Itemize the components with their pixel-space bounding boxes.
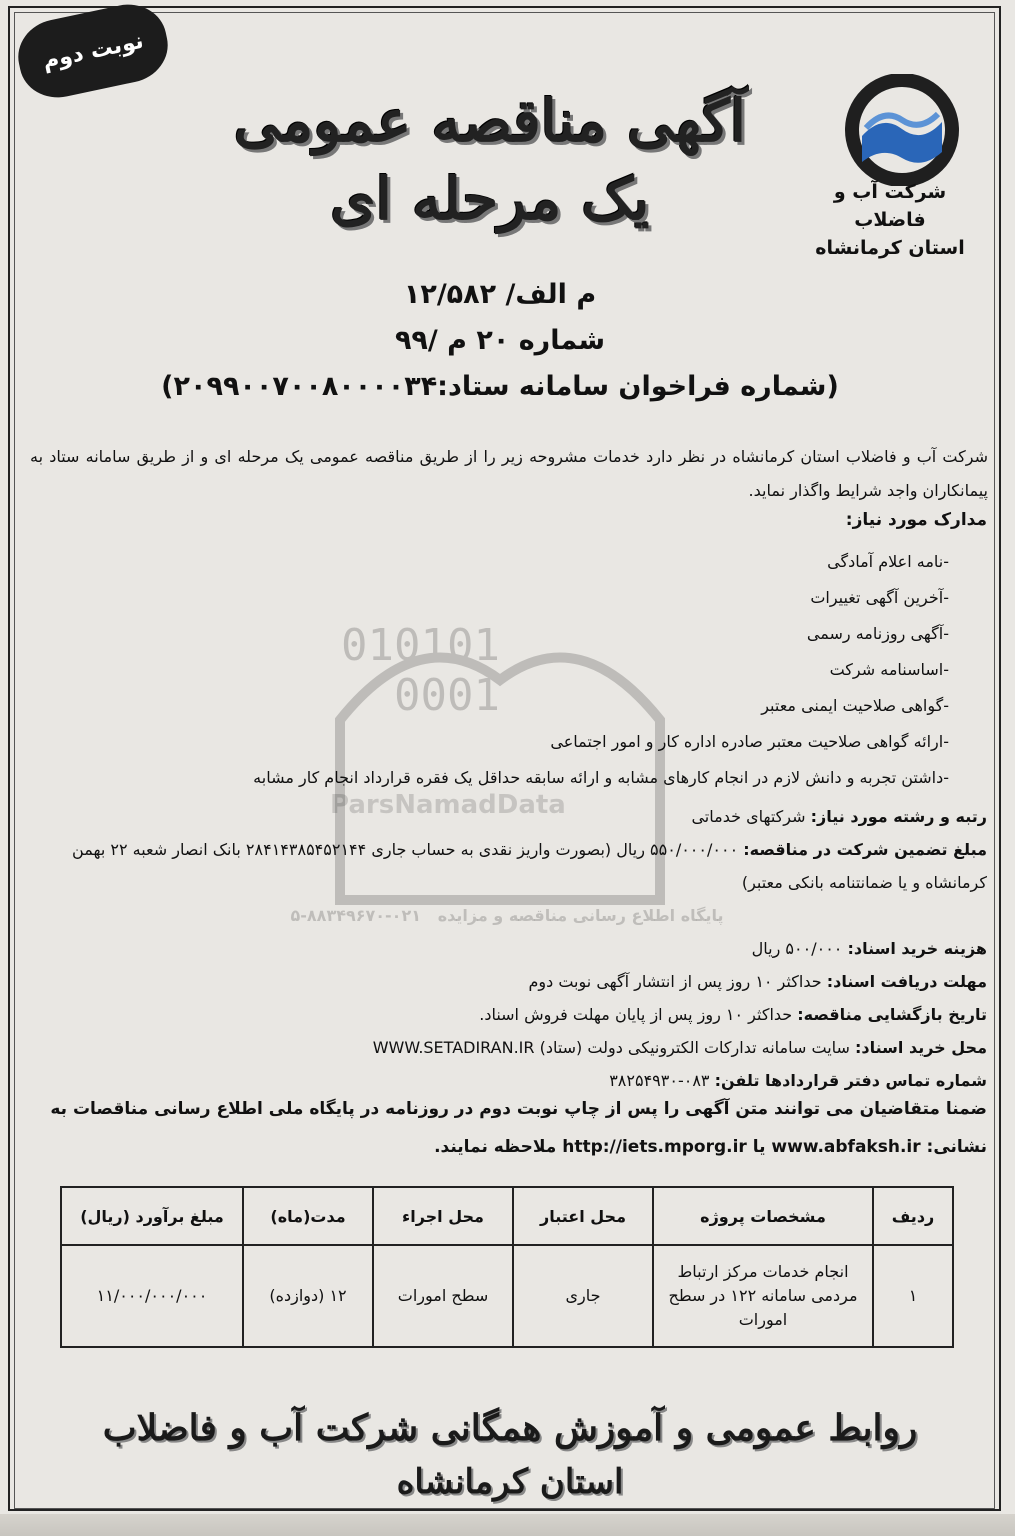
docs-item: -نامه اعلام آمادگی <box>827 552 949 571</box>
docs-item: -گواهی صلاحیت ایمنی معتبر <box>761 696 949 715</box>
cell-row: ۱ <box>873 1245 953 1347</box>
docs-heading: مدارک مورد نیاز: <box>845 510 987 530</box>
field-deadline-label: مهلت دریافت اسناد: <box>826 972 987 991</box>
field-purchase <box>27 1031 987 1064</box>
cell-location: سطح امورات <box>373 1245 513 1347</box>
field-grade <box>27 800 987 833</box>
title-line2: یک مرحله ای <box>330 165 650 233</box>
round-badge: نوبت دوم <box>12 0 175 105</box>
reference-numbers <box>150 272 850 410</box>
intro-paragraph: شرکت آب و فاضلاب استان کرمانشاه در نظر دارد خدمات مشروحه زیر را از طریق مناقصه عمومی یک مرحله ای و از طریق سامانه ستاد به پیمانکاران واجد شرایط واگذار نماید. <box>30 447 988 500</box>
field-grade-value: شرکتهای خدماتی <box>691 807 806 826</box>
project-table <box>60 1186 954 1348</box>
svg-text:010101: 010101 <box>341 620 500 671</box>
reference-line3: (شماره فراخوان سامانه ستاد:۲۰۹۹۰۰۷۰۰۸۰۰۰۰۳۴) <box>161 371 839 402</box>
title-line1: آگهی مناقصه عمومی <box>233 87 747 155</box>
notice-title <box>180 82 800 238</box>
field-cost-value: ۵۰۰/۰۰۰ ریال <box>751 939 843 958</box>
docs-item: -آخرین آگهی تغییرات <box>810 588 949 607</box>
field-opening <box>27 998 987 1031</box>
cell-funding: جاری <box>513 1245 653 1347</box>
col-project: مشخصات پروژه <box>653 1187 873 1245</box>
company-name-line1: شرکت آب و فاضلاب <box>833 181 947 231</box>
field-phone-label: شماره تماس دفتر قراردادها تلفن: <box>714 1071 987 1090</box>
col-funding: محل اعتبار <box>513 1187 653 1245</box>
field-opening-value: حداکثر ۱۰ روز پس از پایان مهلت فروش اسناد. <box>479 1005 793 1024</box>
cell-duration: ۱۲ (دوازده) <box>243 1245 373 1347</box>
docs-item: -داشتن تجربه و دانش لازم در انجام کارهای مشابه و ارائه سابقه حداقل یک فقره قرارداد انجام کار مشابه <box>253 768 949 787</box>
footer-signature <box>60 1400 960 1508</box>
reference-line2: شماره ۲۰ م /۹۹ <box>394 325 606 356</box>
field-grade-label: رتبه و رشته مورد نیاز: <box>810 807 987 826</box>
svg-text:0001: 0001 <box>394 670 500 721</box>
field-phone-value: ۰۸۳-۳۸۲۵۴۹۳۰ <box>609 1071 710 1090</box>
field-opening-label: تاریخ بازگشایی مناقصه: <box>797 1005 987 1024</box>
bottom-strip <box>0 1514 1015 1536</box>
publication-note: ضمنا متقاضیان می توانند متن آگهی را پس از چاپ نوبت دوم در روزنامه در پایگاه ملی اطلاع رسانی مناقصات به نشانی: www.abfaksh.ir یا http://iets.mporg.ir ملاحظه نمایند. <box>50 1099 987 1157</box>
field-purchase-value: سایت سامانه تدارکات الکترونیکی دولت (ستاد) WWW.SETADIRAN.IR <box>372 1038 850 1057</box>
watermark-phone: ۰۲۱-۸۸۳۴۹۶۷۰-۵ <box>290 906 421 925</box>
table-header-row <box>61 1187 953 1245</box>
watermark-brand: ParsNamadData <box>330 790 566 820</box>
water-company-logo-icon <box>832 74 972 186</box>
watermark-line <box>27 899 987 932</box>
field-cost-label: هزینه خرید اسناد: <box>847 939 987 958</box>
field-deadline-value: حداکثر ۱۰ روز پس از انتشار آگهی نوبت دوم <box>528 972 822 991</box>
table-row <box>61 1245 953 1347</box>
col-row: ردیف <box>873 1187 953 1245</box>
reference-line1: م الف/ ۱۲/۵۸۲ <box>403 279 597 310</box>
company-name-line2: استان کرمانشاه <box>815 237 965 259</box>
cell-estimate: ۱۱/۰۰۰/۰۰۰/۰۰۰ <box>61 1245 243 1347</box>
field-cost <box>27 932 987 965</box>
docs-item: -آگهی روزنامه رسمی <box>806 624 949 643</box>
footer-line1: روابط عمومی و آموزش همگانی شرکت آب و فاضلاب <box>102 1407 918 1449</box>
field-deadline <box>27 965 987 998</box>
col-estimate: مبلغ برآورد (ریال) <box>61 1187 243 1245</box>
field-guarantee-value: ۵۵۰/۰۰۰/۰۰۰ ریال (بصورت واریز نقدی به حساب جاری ۲۸۴۱۴۳۸۵۴۵۲۱۴۴ بانک انصار شعبه ۲۲ بهمن کرمانشاه و یا ضمانتنامه بانکی معتبر) <box>72 840 987 892</box>
docs-item: -اساسنامه شرکت <box>829 660 949 679</box>
footer-line2: استان کرمانشاه <box>396 1462 624 1502</box>
field-purchase-label: محل خرید اسناد: <box>855 1038 987 1057</box>
docs-item: -ارائه گواهی صلاحیت معتبر صادره اداره کار و امور اجتماعی <box>550 732 949 751</box>
col-location: محل اجراء <box>373 1187 513 1245</box>
company-name <box>800 178 980 262</box>
docs-list <box>249 544 949 796</box>
col-duration: مدت(ماه) <box>243 1187 373 1245</box>
field-guarantee-label: مبلغ تضمین شرکت در مناقصه: <box>743 840 987 859</box>
field-guarantee <box>27 833 987 899</box>
watermark-line-text: پایگاه اطلاع رسانی مناقصه و مزایده <box>437 906 724 925</box>
cell-project: انجام خدمات مرکز ارتباط مردمی سامانه ۱۲۲ در سطح امورات <box>653 1245 873 1347</box>
tender-fields <box>27 800 987 1097</box>
